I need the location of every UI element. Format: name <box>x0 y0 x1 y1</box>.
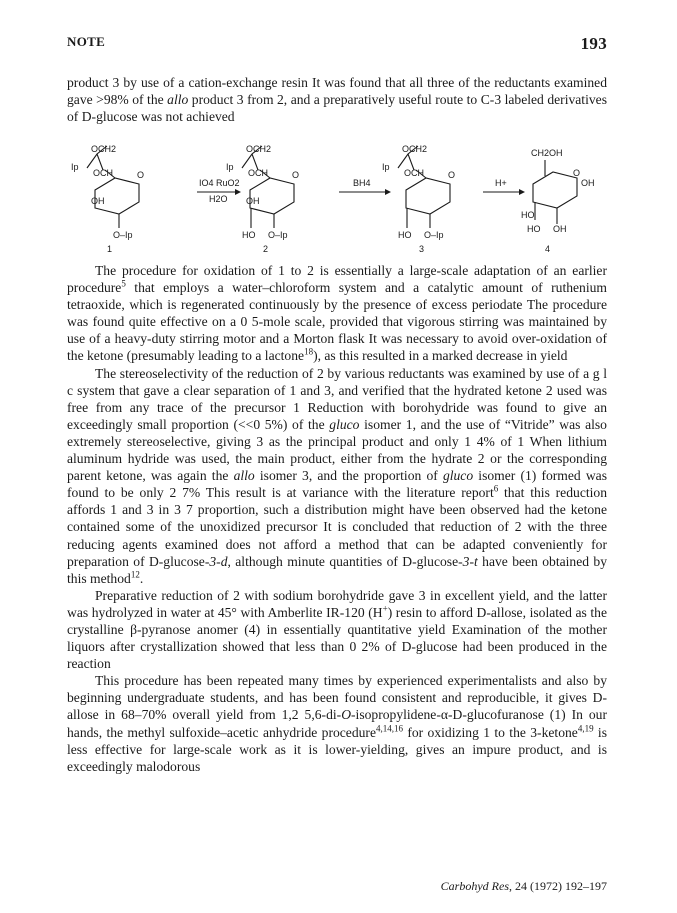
reaction-scheme-drawing <box>67 128 607 256</box>
compound-2-number: 2 <box>263 244 269 254</box>
compound-2-ring-o-label: O <box>292 170 300 180</box>
compound-4-oh2-label: OH <box>553 224 567 234</box>
reagent-water: H2O <box>209 194 228 204</box>
intro-paragraph: product 3 by use of a cation-exchange resin It was found that all three of the reductants examined gave >98% of the allo product 3 from 2, and a preparatively useful route to C-3 labeled derivatives of D-glucose was not achieved <box>67 75 607 125</box>
page-number: 193 <box>580 34 607 53</box>
paragraph-4: This procedure has been repeated many times by experienced experimentalists and also by beginning undergraduate students, and has been found consistent and reproducible, it gives D-allose in 68–70% overall yield from 1,2 5,6-di-O-isopropylidene-α-D-glucofuranose (1) In our hands, the methyl sulfoxide–acetic anhydride procedure$^{4,14,16}$ for oxidizing 1 to the 3-ketone$^{4,19}$ is less effective for large-scale work as it is lower-yielding, gives an impure product, and is exceedingly malodorous <box>67 673 607 774</box>
reagent-periodate-ruthenium: IO4 RuO2 <box>199 178 240 188</box>
compound-2-oip-label: O–Ip <box>268 230 288 240</box>
body-text <box>67 262 607 775</box>
compound-3-ring-o-label: O <box>448 170 456 180</box>
compound-3-ho-label: HO <box>398 230 412 240</box>
compound-3-och2-label: OCH2 <box>402 144 428 154</box>
compound-4-ho2-label: HO <box>527 224 541 234</box>
reagent-acid: H+ <box>495 178 507 188</box>
reagent-borohydride: BH4 <box>353 178 371 188</box>
journal-citation: Carbohyd Res, 24 (1972) 192–197 <box>440 879 607 893</box>
compound-4-ho-label: HO <box>521 210 535 220</box>
compound-2-ip-label: Ip <box>226 162 234 172</box>
compound-4-number: 4 <box>545 244 551 254</box>
reaction-scheme <box>67 128 607 256</box>
compound-2-oh-label: OH <box>246 196 260 206</box>
compound-4-ch2oh-label: CH2OH <box>531 148 563 158</box>
compound-4-oh-label: OH <box>581 178 595 188</box>
compound-3-ip-label: Ip <box>382 162 390 172</box>
compound-1-number: 1 <box>107 244 113 254</box>
compound-3-number: 3 <box>419 244 425 254</box>
compound-2-och-label: OCH <box>248 168 268 178</box>
compound-1-oh-label: OH <box>91 196 105 206</box>
compound-4-ring-o-label: O <box>573 168 581 178</box>
compound-2-ho-label: HO <box>242 230 256 240</box>
paragraph-2: The stereoselectivity of the reduction of 2 by various reductants was examined by use of a g l c system that gave a clear separation of 1 and 3, and verified that the hydrated ketone 2 used was free from any trace of the precursor 1 Reduction with borohydride was found to give an exceedingly small proportion (<<0 5%) of the gluco isomer 1, and the use of “Vitride” was also extremely stereoselective, giving 3 as the principal product and only 1 4% of 1 When lithium aluminum hydride was used, the main product, either from the hydrate 2 or the corresponding parent ketone, was again the allo isomer 3, and the proportion of gluco isomer (1) formed was found to be only 2 7% This result is at variance with the literature report$^6$ that this reduction affords 1 and 3 in 3 7 proportion, such a distribution might have been observed had the ketone contained some of the unoxidized precursor It is concluded that reduction of 2 with the three reducing agents examined does not afford a method that can be adapted conveniently for preparation of D-glucose-3-d, although minute quantities of D-glucose-3-t have been obtained by this method$^{12}$. <box>67 365 607 586</box>
section-label: NOTE <box>67 34 106 49</box>
paragraph-1: The procedure for oxidation of 1 to 2 is essentially a large-scale adaptation of an earlier procedure$^5$ that employs a water–chloroform system and a catalytic amount of ruthenium tetraoxide, which is regenerated continuously by the presence of excess periodate The procedure was found quite effective on a 0 5-mole scale, provided that vigorous stirring was maintained by use of a heavy-duty stirring motor and a Morton flask It was necessary to avoid over-oxidation of the ketone (presumably leading to a lactone$^{18}$), as this resulted in a marked decrease in yield <box>67 263 607 364</box>
paragraph-3: Preparative reduction of 2 with sodium borohydride gave 3 in excellent yield, and the latter was hydrolyzed in water at 45° with Amberlite IR-120 (H+) resin to afford D-allose, isolated as the crystalline β-pyranose anomer (4) in essentially quantitative yield Examination of the mother liquors after crystallization showed that less than 0 2% of D-glucose had been produced in the reaction <box>67 587 607 672</box>
compound-1-oip-label: O–Ip <box>113 230 133 240</box>
compound-1-och2-label: OCH2 <box>91 144 117 154</box>
compound-3-och-label: OCH <box>404 168 424 178</box>
compound-1-ip-label: Ip <box>71 162 79 172</box>
compound-3-oip-label: O–Ip <box>424 230 444 240</box>
compound-2-och2-label: OCH2 <box>246 144 272 154</box>
running-head <box>67 34 607 54</box>
compound-1-och-label: OCH <box>93 168 113 178</box>
compound-1-ring-o-label: O <box>137 170 145 180</box>
